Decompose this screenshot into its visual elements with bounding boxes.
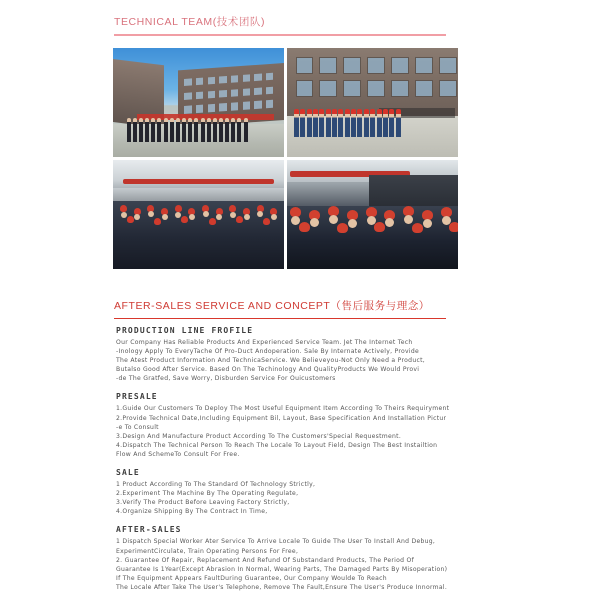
technical-team-title: TECHNICAL TEAM(技术团队) bbox=[114, 16, 266, 28]
block-line: Butalso Good After Service. Based On The Techinology And QualityProducts We Would Provi bbox=[116, 366, 420, 374]
block-line: The Atest Product Information And TechnicaService. We Believeyou-Not Only Need a Product, bbox=[116, 357, 425, 365]
block-line: 2.Provide Technical Date,Including Equipment Bil, Layout, Base Specification And Installation Pictur bbox=[116, 414, 447, 422]
block-line: 1 Product According To The Standard Of Technology Strictly, bbox=[116, 481, 316, 489]
block-heading: PRESALE bbox=[116, 392, 158, 402]
block-line: 1 Dispatch Special Worker Ater Service To Arrive Locale To Guide The User To Install And Debug, bbox=[116, 538, 436, 546]
after-sales-divider bbox=[114, 318, 446, 319]
photo-workshop-crew-assembly-wide bbox=[113, 160, 284, 269]
block-presale bbox=[116, 392, 488, 459]
worker-crowd bbox=[287, 206, 458, 269]
overhead-crane-beam bbox=[123, 179, 274, 184]
block-heading: SALE bbox=[116, 468, 140, 478]
block-line: 4.Dispatch The Technical Person To Reach The Locale To Layout Field, Design The Best Instailtion bbox=[116, 441, 438, 449]
team-photo-grid bbox=[113, 48, 458, 270]
technical-team-section-header bbox=[114, 14, 446, 36]
worker-crowd bbox=[113, 201, 284, 269]
block-line: -e To Consult bbox=[116, 423, 159, 431]
block-line: 4.Organize Shipping By The Contract In Time, bbox=[116, 508, 268, 516]
suited-team-row bbox=[127, 118, 250, 142]
photo-workers-outside-workshop bbox=[287, 48, 458, 157]
after-sales-content bbox=[116, 326, 488, 601]
block-line: If The Equipment Appears FaultDuring Guarantee, Our Company Woulde To Reach bbox=[116, 574, 387, 582]
block-line: 2. Guarantee Of Repair, Replacement And Refund Of Substandard Products, The Period Of bbox=[116, 556, 415, 564]
block-line: The Locale After Take The User's Telephone, Remove The Fault,Ensure The User's Produce Innormal. bbox=[116, 583, 448, 591]
after-sales-title: AFTER-SALES SERVICE AND CONCEPT（售后服务与理念） bbox=[114, 300, 430, 312]
block-line: Guarantee Is 1Year(Except Abrasion In Normal, Wearing Parts, The Damaged Parts By Misoperation) bbox=[116, 565, 448, 573]
block-after-sales bbox=[116, 525, 488, 592]
uniformed-worker-row bbox=[294, 109, 400, 137]
after-sales-section-header bbox=[114, 298, 446, 319]
block-line: 3.Design And Manufacture Product According To The Customers'Special Requestment. bbox=[116, 432, 402, 440]
brick-wall bbox=[287, 48, 458, 116]
block-heading: PRODUCTION LINE FROFILE bbox=[116, 326, 254, 335]
block-heading: AFTER-SALES bbox=[116, 525, 182, 535]
block-sale bbox=[116, 468, 488, 516]
block-line: Our Company Has Reliable Products And Experienced Service Team. Jet The Internet Tech bbox=[116, 339, 413, 346]
block-line: 2.Experiment The Machine By The Operating Regulate, bbox=[116, 490, 299, 498]
photo-company-team-building-exterior bbox=[113, 48, 284, 157]
block-line: -de The Gratfed, Save Worry, Disburden Service For Ouicustomers bbox=[116, 375, 336, 383]
workshop-roof bbox=[113, 160, 284, 188]
photo-workshop-crew-assembly-closeup bbox=[287, 160, 458, 269]
block-production-line-profile bbox=[116, 326, 488, 383]
technical-team-divider bbox=[114, 34, 446, 36]
block-line: Flow And SchemeTo Consult For Free. bbox=[116, 450, 240, 458]
block-line: 3.Verify The Product Before Leaving Factory Strictly, bbox=[116, 499, 290, 507]
block-line: 1.Guide Our Customers To Deploy The Most Useful Equipment Item According To Theirs Requiryment bbox=[116, 405, 450, 413]
block-line: -Inology Apply To EveryTache Of Pro-Duct Andoperation. Sale By Internate Actively, Provide bbox=[116, 348, 420, 356]
block-line: ExperimentCirculate, Train Operating Persons For Free, bbox=[116, 547, 299, 555]
